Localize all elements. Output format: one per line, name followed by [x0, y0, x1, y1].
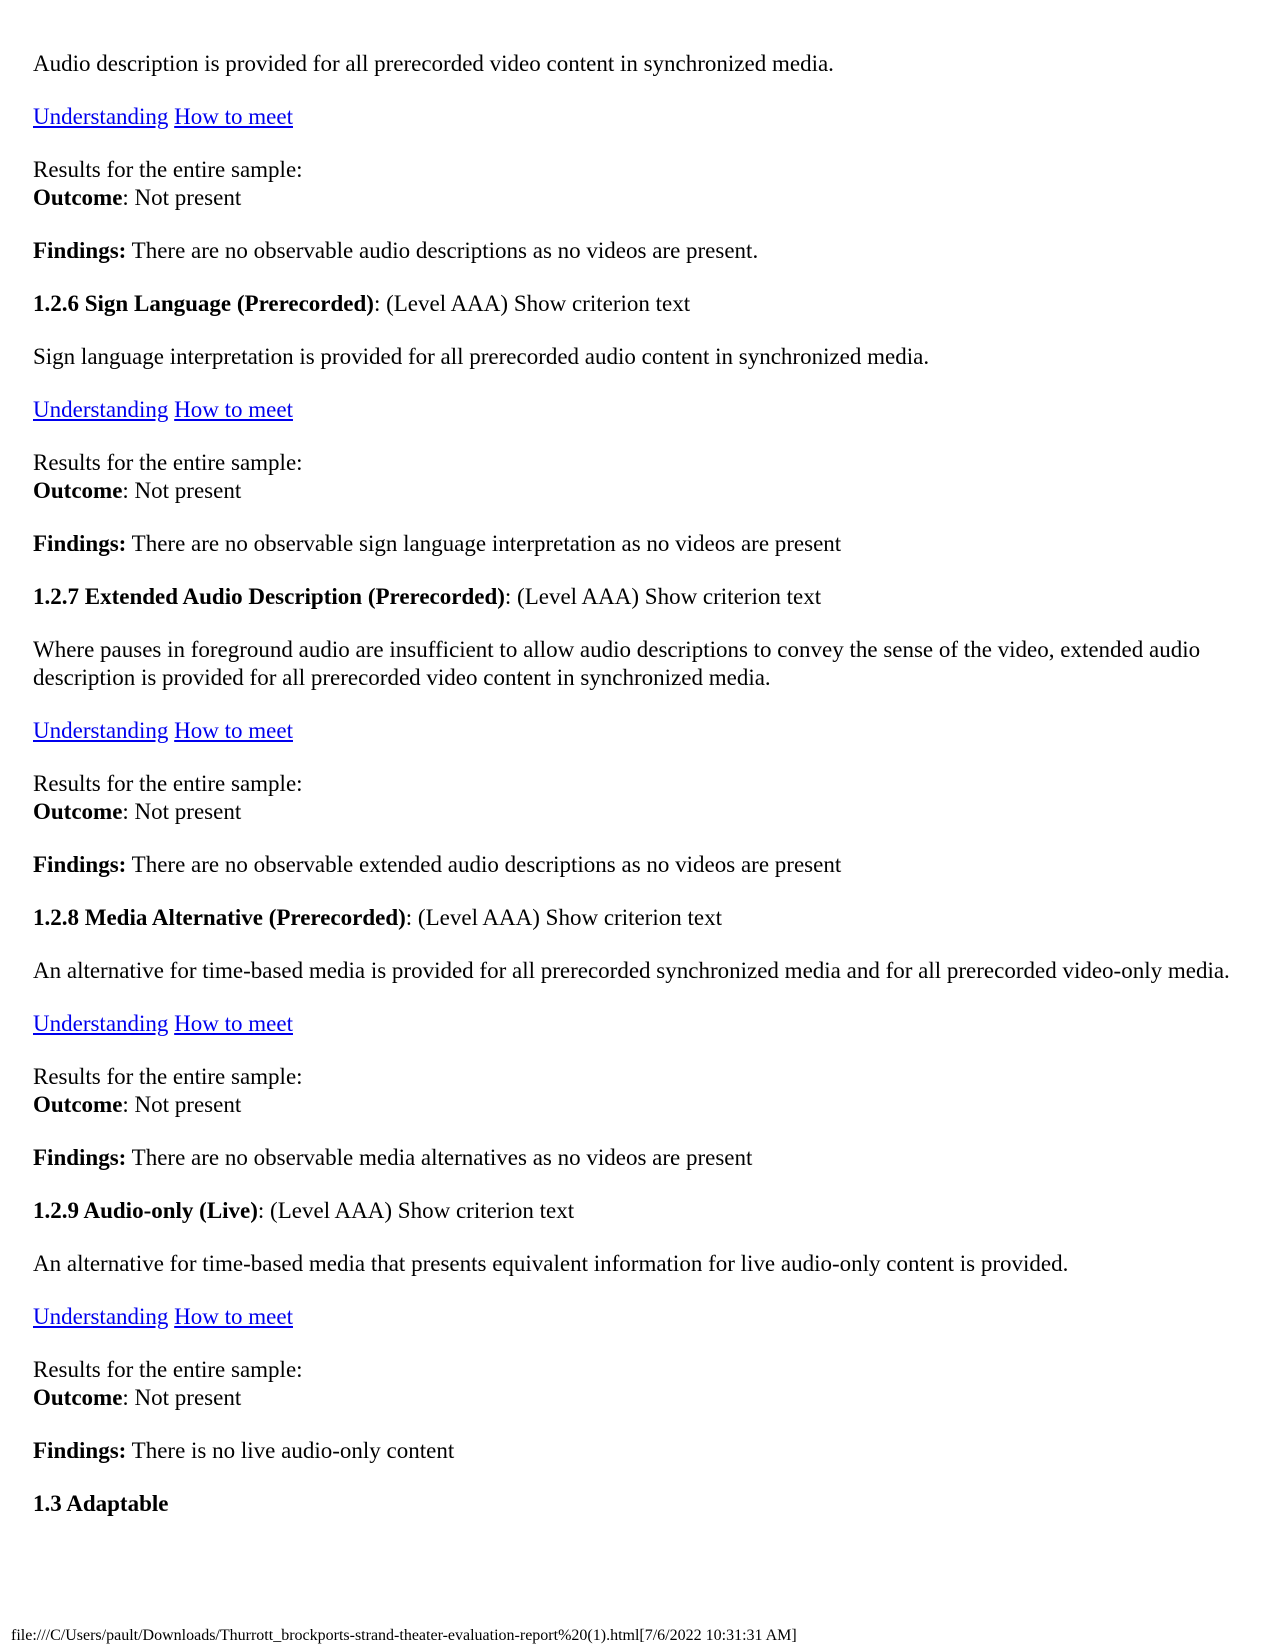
outcome-line — [33, 1384, 1253, 1412]
criterion-links — [33, 103, 1253, 131]
criterion-title: 1.2.6 Sign Language (Prerecorded) — [33, 291, 374, 316]
criterion-description: Audio description is provided for all prerecorded video content in synchronized media. — [33, 51, 834, 76]
findings-text: There are no observable audio descriptions as no videos are present. — [126, 238, 759, 263]
how-to-meet-link[interactable]: How to meet — [174, 1304, 293, 1329]
criterion-heading — [33, 1197, 1253, 1225]
understanding-link[interactable]: Understanding — [33, 397, 169, 422]
findings-text: There is no live audio-only content — [126, 1438, 455, 1463]
findings-label: Findings: — [33, 852, 127, 877]
how-to-meet-link[interactable]: How to meet — [174, 397, 293, 422]
criterion-level: : (Level AAA) Show criterion text — [405, 905, 722, 930]
findings-line — [33, 1437, 1253, 1465]
criterion-title: 1.2.7 Extended Audio Description (Prerecorded) — [33, 584, 505, 609]
findings-label: Findings: — [33, 1145, 127, 1170]
outcome-label: Outcome — [33, 799, 123, 824]
criterion-level: : (Level AAA) Show criterion text — [373, 291, 691, 316]
understanding-link[interactable]: Understanding — [33, 1011, 169, 1036]
criterion-links — [33, 717, 1253, 745]
criterion-heading — [33, 904, 1253, 932]
results-label: Results for the entire sample: — [33, 157, 303, 182]
results-label: Results for the entire sample: — [33, 1064, 303, 1089]
understanding-link[interactable]: Understanding — [33, 104, 169, 129]
findings-line — [33, 530, 1253, 558]
criterion-links — [33, 396, 1253, 424]
results-label: Results for the entire sample: — [33, 771, 303, 796]
criterion-level: : (Level AAA) Show criterion text — [504, 584, 822, 609]
how-to-meet-link[interactable]: How to meet — [174, 718, 293, 743]
document-body — [33, 50, 1253, 1518]
results-label: Results for the entire sample: — [33, 450, 303, 475]
results-label: Results for the entire sample: — [33, 1357, 303, 1382]
findings-text: There are no observable sign language interpretation as no videos are present — [126, 531, 842, 556]
criterion-description: An alternative for time-based media is provided for all prerecorded synchronized media and for all prerecorded video-only media. — [33, 958, 1230, 983]
criterion-description: An alternative for time-based media that presents equivalent information for live audio-only content is provided. — [33, 1251, 1069, 1276]
criterion-description: Where pauses in foreground audio are insufficient to allow audio descriptions to convey the sense of the video, extended audio description is provided for all prerecorded video content in synchronized media. — [33, 637, 1201, 690]
criterion-title: 1.2.9 Audio-only (Live) — [33, 1198, 258, 1223]
findings-label: Findings: — [33, 238, 127, 263]
understanding-link[interactable]: Understanding — [33, 1304, 169, 1329]
outcome-label: Outcome — [33, 1385, 123, 1410]
outcome-value: : Not present — [122, 1385, 242, 1410]
outcome-line — [33, 477, 1253, 505]
outcome-line — [33, 798, 1253, 826]
outcome-label: Outcome — [33, 185, 123, 210]
findings-label: Findings: — [33, 1438, 127, 1463]
criterion-heading — [33, 583, 1253, 611]
findings-text: There are no observable media alternatives as no videos are present — [126, 1145, 753, 1170]
findings-line — [33, 1144, 1253, 1172]
how-to-meet-link[interactable]: How to meet — [174, 104, 293, 129]
outcome-value: : Not present — [122, 1092, 242, 1117]
outcome-label: Outcome — [33, 1092, 123, 1117]
criterion-title: 1.2.8 Media Alternative (Prerecorded) — [33, 905, 406, 930]
criterion-level: : (Level AAA) Show criterion text — [257, 1198, 575, 1223]
page-footer-url: file:///C/Users/pault/Downloads/Thurrott_brockports-strand-theater-evaluation-report%20(1).html[7/6/2022 10:31:31 AM] — [11, 1627, 797, 1644]
understanding-link[interactable]: Understanding — [33, 718, 169, 743]
outcome-label: Outcome — [33, 478, 123, 503]
section-heading: 1.3 Adaptable — [33, 1491, 169, 1516]
outcome-value: : Not present — [122, 185, 242, 210]
criterion-heading — [33, 290, 1253, 318]
criterion-links — [33, 1010, 1253, 1038]
outcome-value: : Not present — [122, 478, 242, 503]
findings-label: Findings: — [33, 531, 127, 556]
criterion-links — [33, 1303, 1253, 1331]
outcome-line — [33, 1091, 1253, 1119]
criterion-description: Sign language interpretation is provided for all prerecorded audio content in synchronized media. — [33, 344, 930, 369]
findings-line — [33, 237, 1253, 265]
outcome-value: : Not present — [122, 799, 242, 824]
findings-line — [33, 851, 1253, 879]
findings-text: There are no observable extended audio descriptions as no videos are present — [126, 852, 842, 877]
outcome-line — [33, 184, 1253, 212]
how-to-meet-link[interactable]: How to meet — [174, 1011, 293, 1036]
